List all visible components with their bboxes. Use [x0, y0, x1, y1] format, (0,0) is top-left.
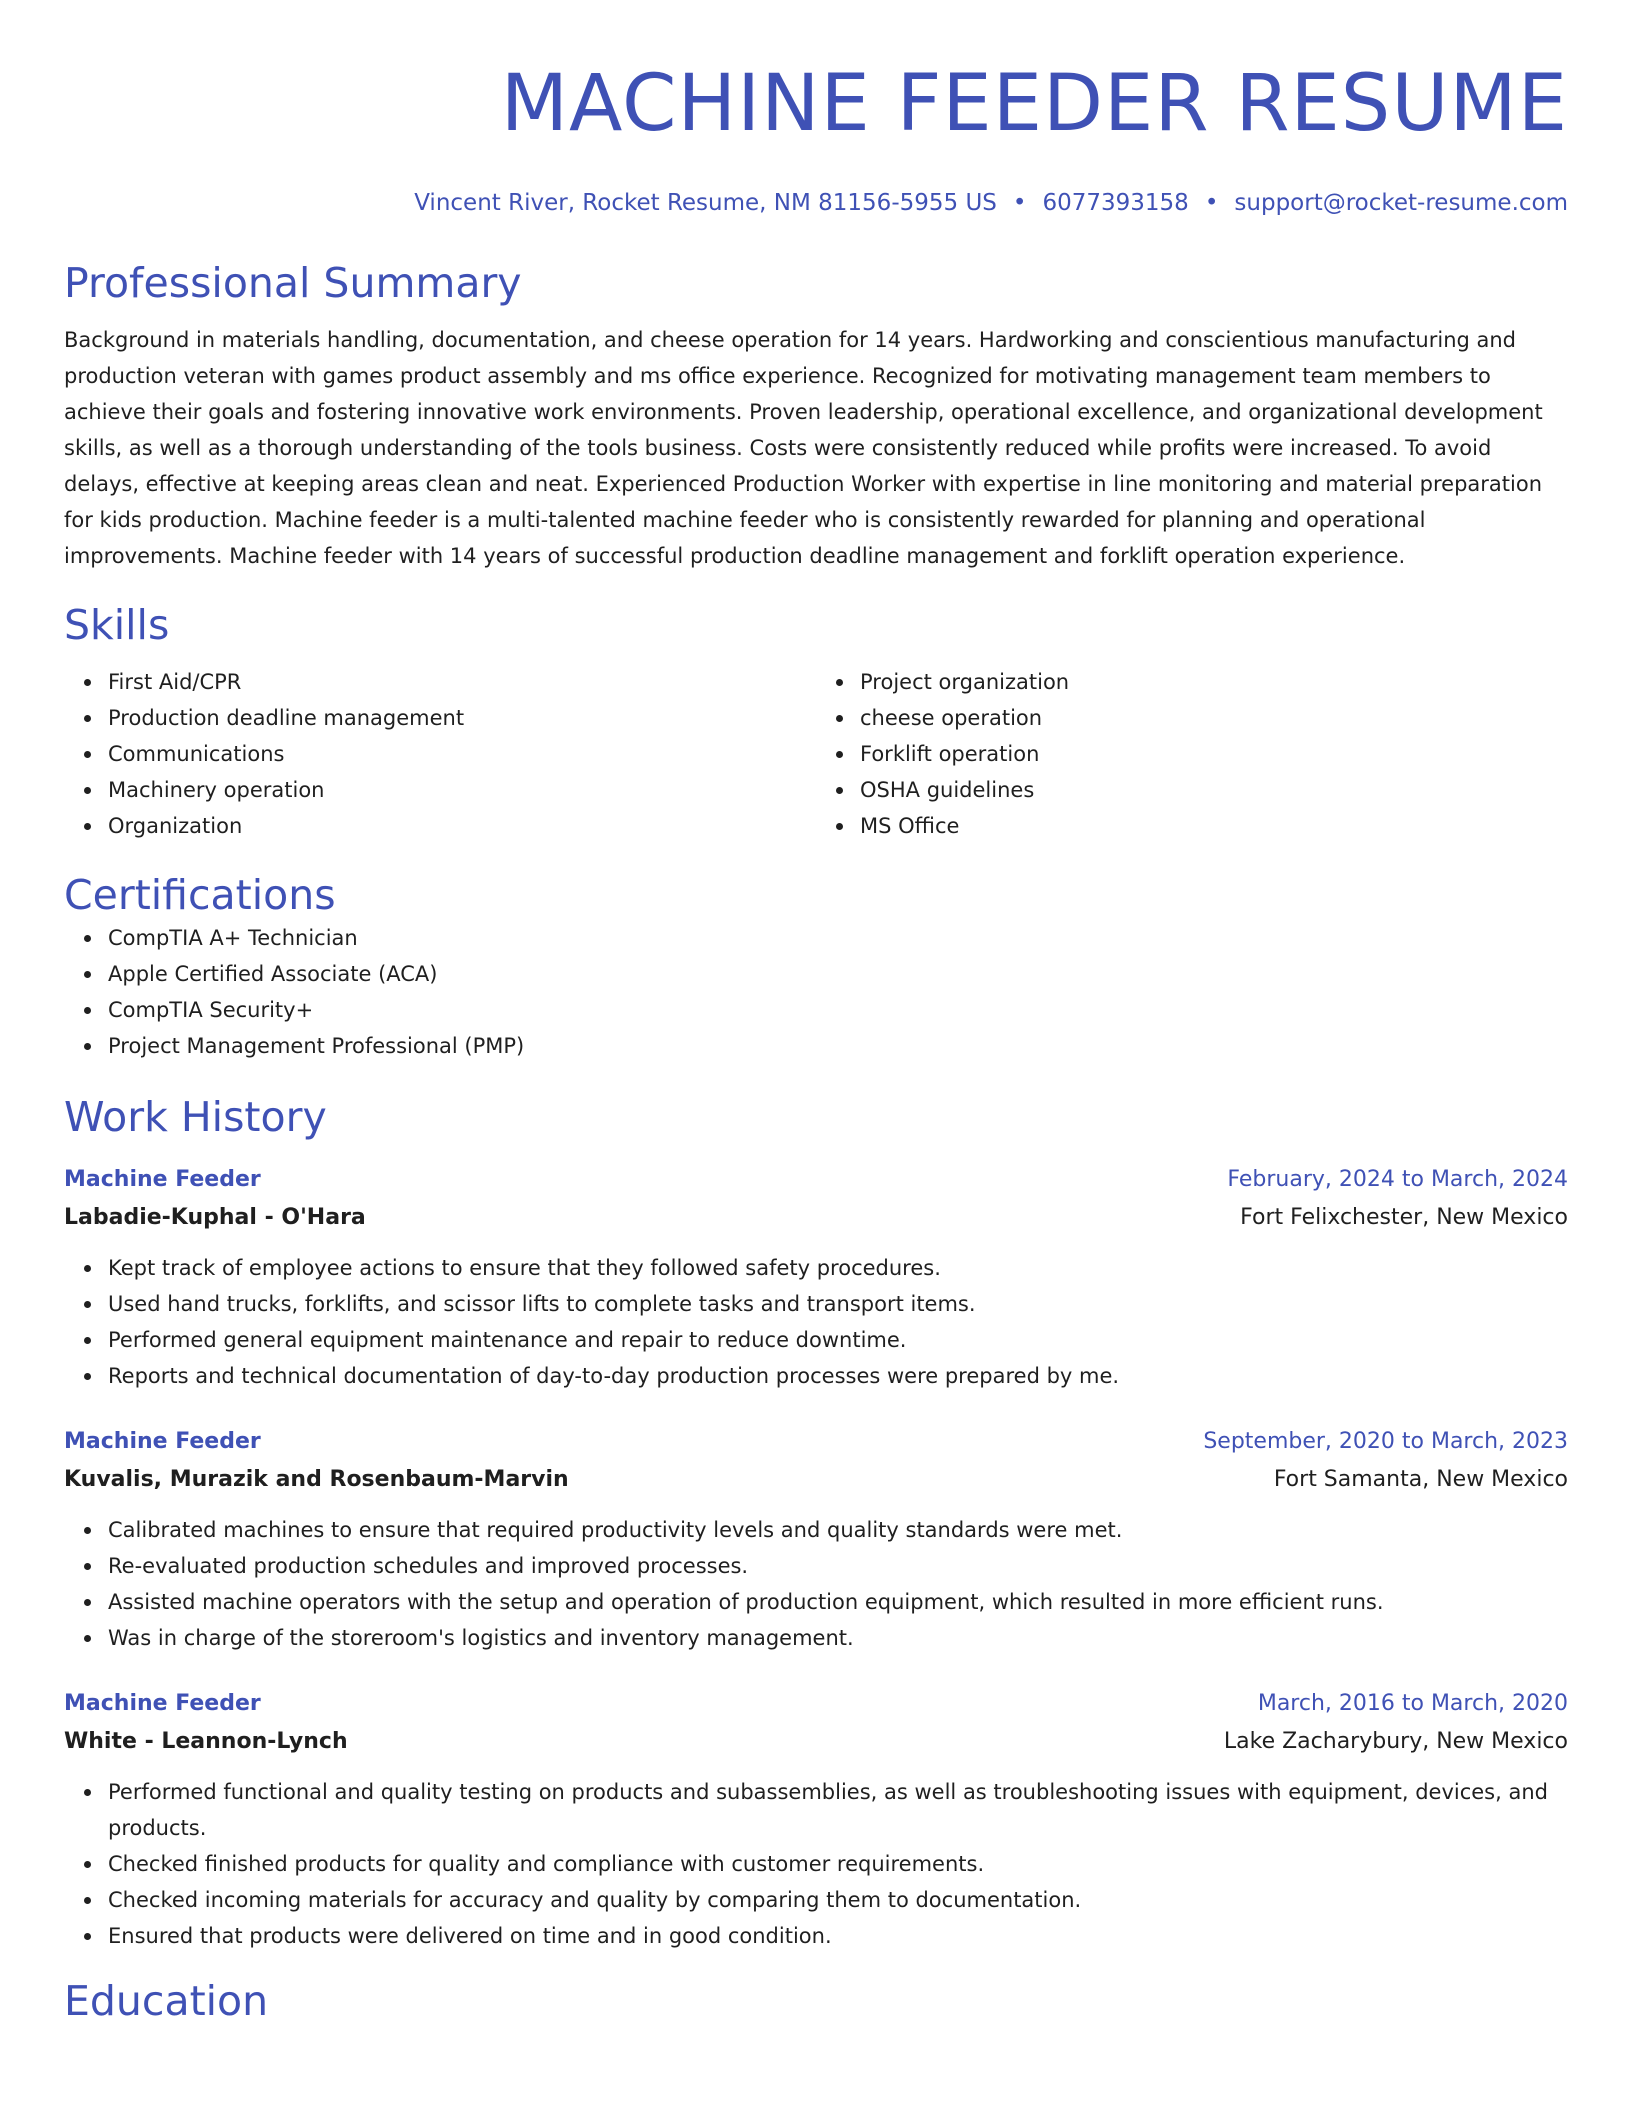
- job-duties-list: [64, 1774, 1568, 1954]
- section-title-certifications: Certifications: [64, 871, 336, 919]
- certification-item: Apple Certified Associate (ACA): [108, 956, 1568, 992]
- job-header-row: [64, 1162, 1568, 1198]
- skill-item: OSHA guidelines: [860, 772, 1568, 808]
- contact-address: Vincent River, Rocket Resume, NM 81156-5955 US: [414, 190, 997, 216]
- section-title-summary: Professional Summary: [64, 259, 522, 307]
- job-dates: March, 2016 to March, 2020: [1257, 1691, 1568, 1716]
- contact-separator: •: [1204, 190, 1219, 216]
- job-duty-item: Checked incoming materials for accuracy and quality by comparing them to documentation.: [108, 1882, 1568, 1918]
- skills-list: [64, 664, 1568, 844]
- job-company-row: [64, 1722, 1568, 1762]
- skill-item: MS Office: [860, 808, 1568, 844]
- contact-phone: 6077393158: [1042, 190, 1189, 216]
- job-duties-list: [64, 1512, 1568, 1656]
- skill-item: Project organization: [860, 664, 1568, 700]
- contact-email[interactable]: support@rocket-resume.com: [1234, 190, 1568, 216]
- section-title-education: Education: [64, 1977, 269, 2025]
- job-header-row: [64, 1424, 1568, 1460]
- job-duty-item: Reports and technical documentation of day-to-day production processes were prepared by me.: [108, 1358, 1568, 1394]
- job-company: Kuvalis, Murazik and Rosenbaum-Marvin: [64, 1467, 569, 1492]
- job-title: Machine Feeder: [64, 1429, 261, 1454]
- job-duty-item: Checked finished products for quality and compliance with customer requirements.: [108, 1846, 1568, 1882]
- section-title-skills: Skills: [64, 601, 170, 649]
- job-duty-item: Assisted machine operators with the setup and operation of production equipment, which resulted in more efficient runs.: [108, 1584, 1568, 1620]
- job-company: White - Leannon-Lynch: [64, 1729, 348, 1754]
- job-location: Fort Felixchester, New Mexico: [1240, 1205, 1568, 1230]
- job-company-row: [64, 1198, 1568, 1238]
- job-duty-item: Was in charge of the storeroom's logistics and inventory management.: [108, 1620, 1568, 1656]
- job-location: Lake Zacharybury, New Mexico: [1223, 1729, 1568, 1754]
- job-duty-item: Ensured that products were delivered on time and in good condition.: [108, 1918, 1568, 1954]
- skill-item: Organization: [108, 808, 816, 844]
- certification-item: Project Management Professional (PMP): [108, 1028, 1568, 1064]
- job-duties-list: [64, 1250, 1568, 1394]
- job-duty-item: Kept track of employee actions to ensure that they followed safety procedures.: [108, 1250, 1568, 1286]
- job-duty-item: Performed functional and quality testing on products and subassemblies, as well as troubleshooting issues with equipment, devices, and products.: [108, 1774, 1568, 1846]
- skill-item: First Aid/CPR: [108, 664, 816, 700]
- job-header-row: [64, 1686, 1568, 1722]
- resume-title: MACHINE FEEDER RESUME: [500, 59, 1568, 149]
- summary-text: Background in materials handling, documentation, and cheese operation for 14 years. Hardworking and conscientious manufacturing and production veteran with games product assembly and ms office experience. Recognized for motivating management team members to achieve their goals and fostering innovative work environments. Proven leadership, operational excellence, and organizational development skills, as well as a thorough understanding of the tools business. Costs were consistently reduced while profits were increased. To avoid delays, effective at keeping areas clean and neat. Experienced Production Worker with expertise in line monitoring and material preparation for kids production. Machine feeder is a multi-talented machine feeder who is consistently rewarded for planning and operational improvements. Machine feeder with 14 years of successful production deadline management and forklift operation experience.: [64, 328, 1543, 568]
- contact-separator: •: [1012, 190, 1027, 216]
- job-dates: February, 2024 to March, 2024: [1227, 1167, 1568, 1192]
- resume-header: [64, 56, 1568, 218]
- skill-item: Communications: [108, 736, 816, 772]
- job-duty-item: Performed general equipment maintenance and repair to reduce downtime.: [108, 1322, 1568, 1358]
- job-location: Fort Samanta, New Mexico: [1273, 1467, 1568, 1492]
- job-duty-item: Calibrated machines to ensure that required productivity levels and quality standards were met.: [108, 1512, 1568, 1548]
- skill-item: cheese operation: [860, 700, 1568, 736]
- job-title: Machine Feeder: [64, 1691, 261, 1716]
- skills-column-right: [816, 664, 1568, 844]
- job-company: Labadie-Kuphal - O'Hara: [64, 1205, 366, 1230]
- job-dates: September, 2020 to March, 2023: [1203, 1429, 1568, 1454]
- certification-item: CompTIA Security+: [108, 992, 1568, 1028]
- skill-item: Machinery operation: [108, 772, 816, 808]
- section-title-work-history: Work History: [64, 1093, 327, 1141]
- certification-item: CompTIA A+ Technician: [108, 920, 1568, 956]
- job-entry: [64, 1686, 1568, 1954]
- skills-column-left: [64, 664, 816, 844]
- skill-item: Forklift operation: [860, 736, 1568, 772]
- skill-item: Production deadline management: [108, 700, 816, 736]
- contact-line: [64, 188, 1568, 218]
- job-title: Machine Feeder: [64, 1167, 261, 1192]
- job-duty-item: Used hand trucks, forklifts, and scissor lifts to complete tasks and transport items.: [108, 1286, 1568, 1322]
- job-entry: [64, 1424, 1568, 1656]
- job-entry: [64, 1162, 1568, 1394]
- job-duty-item: Re-evaluated production schedules and improved processes.: [108, 1548, 1568, 1584]
- certifications-list: [64, 920, 1568, 1064]
- job-company-row: [64, 1460, 1568, 1500]
